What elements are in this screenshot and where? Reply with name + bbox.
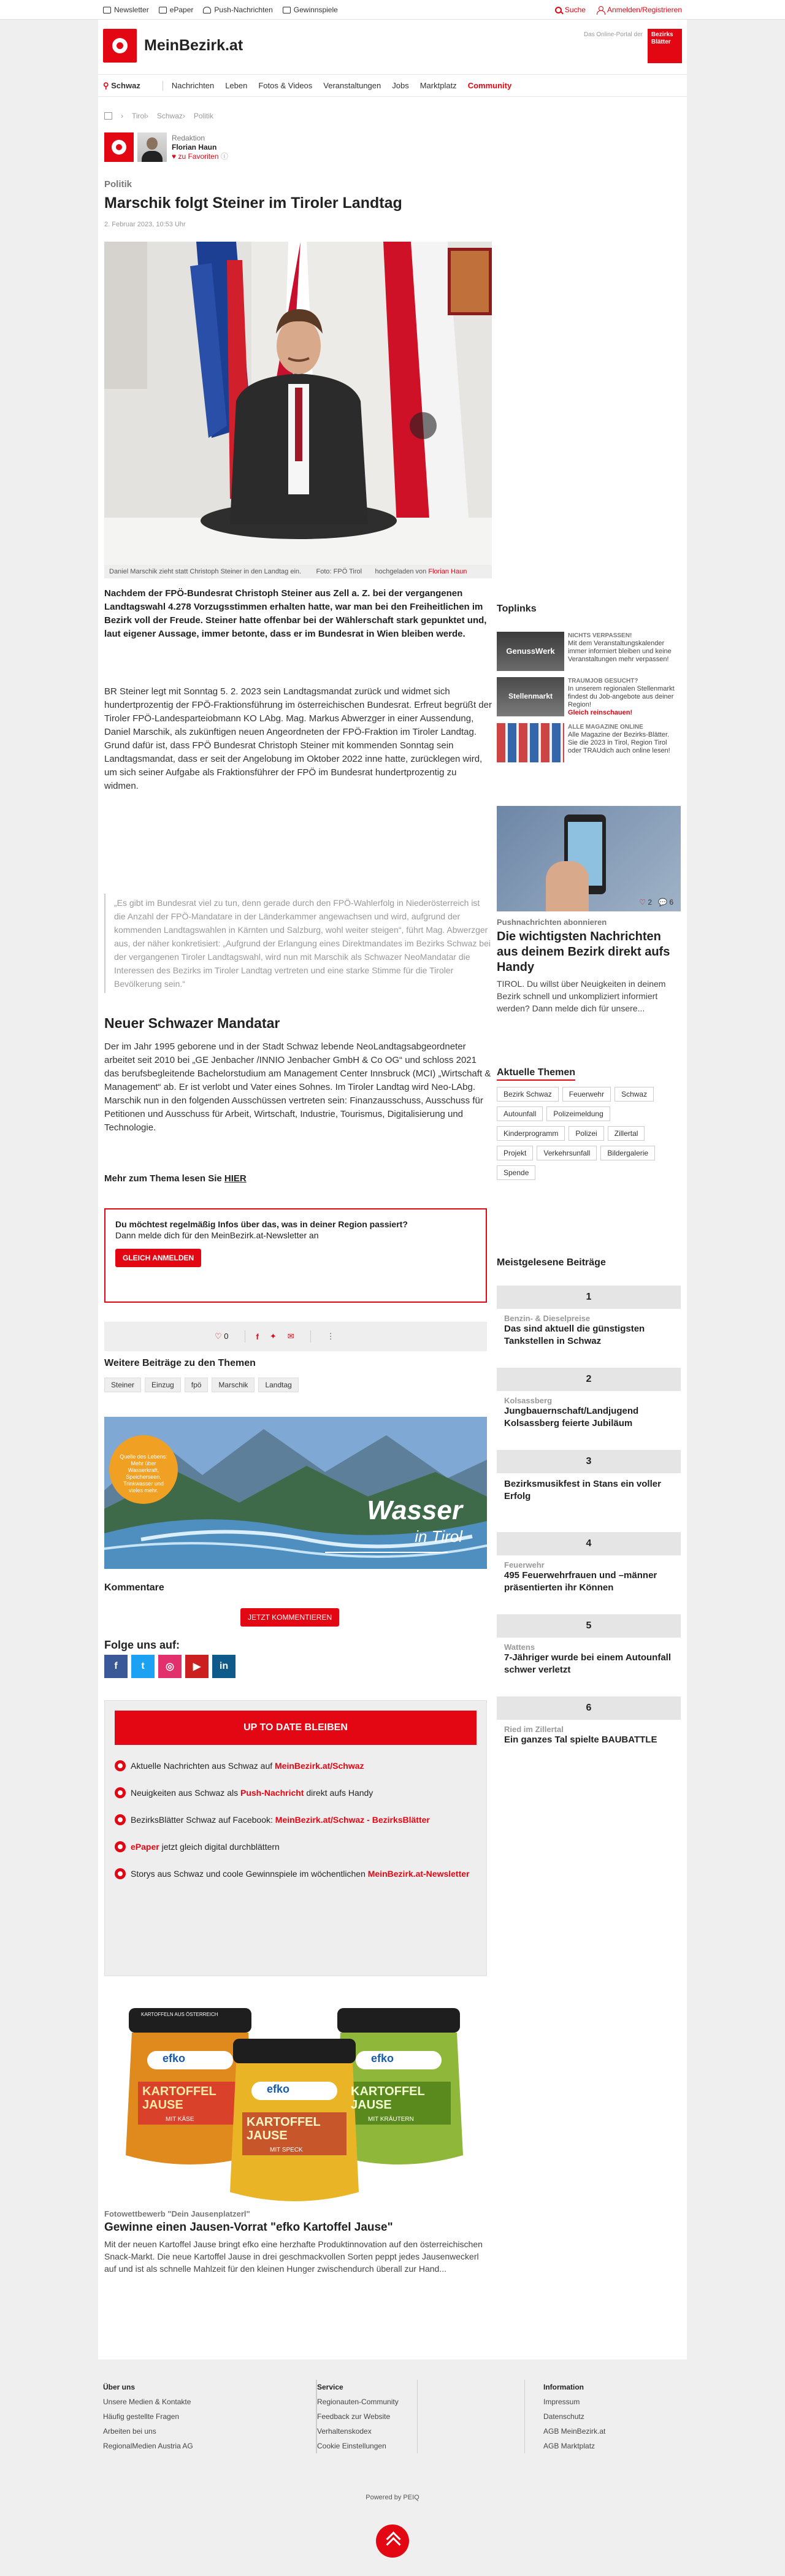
efko-logo: efko bbox=[163, 2052, 186, 2064]
tag-steiner[interactable]: Steiner bbox=[104, 1378, 141, 1392]
utd-link[interactable]: MeinBezirk.at/Schwaz - BezirksBlätter bbox=[275, 1815, 430, 1825]
youtube-icon[interactable]: ▶ bbox=[185, 1655, 209, 1678]
newsletter-signup-button[interactable]: GLEICH ANMELDEN bbox=[115, 1249, 201, 1267]
push-teaser[interactable]: ♡ 2 💬 6 Pushnachrichten abonnieren Die wichtigsten Nachrichten aus deinem Bezirk direkt aufs Handy TIROL. Du willst über Neuigkeiten in deinem Bezirk schnell und unkompliziert informiert werden? Dann melde dich für unsere... bbox=[497, 806, 681, 1014]
footer-link[interactable]: Unsere Medien & Kontakte bbox=[103, 2398, 191, 2406]
epaper-icon bbox=[159, 7, 167, 13]
home-icon[interactable] bbox=[104, 112, 112, 120]
article-subheading: Neuer Schwazer Mandatar bbox=[104, 1015, 280, 1031]
topic-spende[interactable]: Spende bbox=[497, 1165, 535, 1180]
footer-col-about: Über uns Unsere Medien & Kontakte Häufig gestellte Fragen Arbeiten bei uns RegionalMedien Austria AG bbox=[103, 2380, 193, 2453]
flower-icon bbox=[115, 1868, 126, 1879]
list-item[interactable]: Wattens 7-Jähriger wurde bei einem Autounfall schwer verletzt bbox=[497, 1638, 681, 1696]
avatar[interactable] bbox=[137, 132, 167, 162]
push-teaser-image bbox=[497, 806, 681, 911]
twitter-icon[interactable]: t bbox=[131, 1655, 155, 1678]
promo-magazine[interactable]: ALLE MAGAZINE ONLINE Alle Magazine der Bezirks-Blätter. Sie die 2023 in Tirol, Region Tirol oder TRAUdich auch online lesen! bbox=[497, 723, 681, 762]
epaper-link[interactable]: ePaper bbox=[159, 6, 194, 14]
breadcrumb: › Tirol › Schwaz › Politik bbox=[104, 112, 213, 120]
flower-icon bbox=[115, 1787, 126, 1798]
user-icon bbox=[597, 6, 604, 13]
scroll-to-top-button[interactable] bbox=[376, 2524, 409, 2558]
up-to-date-box bbox=[104, 1700, 487, 1976]
bezirksblaetter-brand: Das Online-Portal der Bezirks Blätter bbox=[584, 29, 682, 63]
regional-logo bbox=[104, 132, 134, 162]
topic-polizeimeldung[interactable]: Polizeimeldung bbox=[546, 1106, 610, 1121]
info-icon: ⓘ bbox=[220, 152, 228, 161]
footer-link[interactable]: Datenschutz bbox=[543, 2412, 584, 2421]
gewinnspiele-link[interactable]: Gewinnspiele bbox=[283, 6, 338, 14]
utd-link[interactable]: ePaper bbox=[131, 1842, 159, 1852]
footer-link[interactable]: Arbeiten bei uns bbox=[103, 2427, 156, 2436]
email-share-icon[interactable]: ✉ bbox=[287, 1332, 294, 1341]
sponsored-image[interactable]: KARTOFFELN AUS ÖSTERREICH efko KARTOFFEL JAUSE MIT KÄSE efko KARTOFFEL JAUSE MIT SPECK efko KARTOFFEL JAUSE MIT KRÄUTERN bbox=[104, 1996, 487, 2204]
facebook-icon[interactable]: f bbox=[104, 1655, 128, 1678]
list-item[interactable]: Ried im Zillertal Ein ganzes Tal spielte BAUBATTLE bbox=[497, 1720, 681, 1779]
more-topic-line: Mehr zum Thema lesen Sie HIER bbox=[104, 1173, 247, 1184]
list-item[interactable]: Benzin- & Dieselpreise Das sind aktuell die günstigsten Tankstellen in Schwaz bbox=[497, 1309, 681, 1368]
topic-tags bbox=[104, 1378, 299, 1392]
comments-title: Kommentare bbox=[104, 1582, 164, 1593]
bezirksblaetter-logo[interactable]: Bezirks Blätter bbox=[648, 29, 682, 63]
most-read-title: Meistgelesene Beiträge bbox=[497, 1257, 606, 1268]
article-title: Marschik folgt Steiner im Tiroler Landtag bbox=[104, 194, 402, 212]
article-category[interactable]: Politik bbox=[104, 179, 132, 190]
more-topic-link[interactable]: HIER bbox=[224, 1173, 247, 1184]
tag-einzug[interactable]: Einzug bbox=[145, 1378, 181, 1392]
utd-link[interactable]: Push-Nachricht bbox=[240, 1788, 304, 1798]
site-header bbox=[98, 20, 687, 75]
breadcrumb-politik[interactable]: Politik bbox=[193, 112, 213, 120]
search-icon bbox=[555, 7, 562, 13]
instagram-icon[interactable]: ◎ bbox=[158, 1655, 182, 1678]
topic-bezirk-schwaz[interactable]: Bezirk Schwaz bbox=[497, 1087, 559, 1102]
more-options-icon[interactable]: ⋮ bbox=[326, 1332, 335, 1341]
footer-col-service: Service Regionauten-Community Feedback zur Website Verhaltenskodex Cookie Einstellungen bbox=[316, 2380, 399, 2453]
top-bar bbox=[0, 0, 785, 20]
footer-link[interactable]: AGB MeinBezirk.at bbox=[543, 2427, 606, 2436]
topic-verkehrsunfall[interactable]: Verkehrsunfall bbox=[537, 1146, 597, 1160]
article-lead: Nachdem der FPÖ-Bundesrat Christoph Steiner aus Zell a. Z. bei der vergangenen Landtagswahl 4.278 Vorzugsstimmen erhalten hatte, war man bei den Freiheitlichen im Bezirk voll der Freude. Steiner hatte offenbar bei der Wählerschaft stark gepunktet und, laut eigener Aussage, immer betonte, dass er im Bundesrat in Wien bleiben werde. bbox=[104, 588, 487, 639]
sponsored-teaser[interactable]: Fotowettbewerb "Dein Jausenplatzerl" Gewinne einen Jausen-Vorrat "efko Kartoffel Jause" Mit der neuen Kartoffel Jause bringt efko eine herzhafte Produktinnovation auf den österreichischen Snack-Markt. Die neue Kartoffel Jause in drei geschmackvollen Sorten peppt jedes Jausenweckerl auf und ist als schnelle Mahlzeit für den kleinen Hunger zwischendurch überall zur Hand... bbox=[104, 2209, 483, 2274]
breadcrumb-tirol[interactable]: Tirol bbox=[132, 112, 146, 120]
topic-bildergalerie[interactable]: Bildergalerie bbox=[600, 1146, 655, 1160]
list-item: Neuigkeiten aus Schwaz als Push-Nachricht direkt aufs Handy bbox=[115, 1787, 477, 1799]
topic-schwaz[interactable]: Schwaz bbox=[615, 1087, 654, 1102]
list-item: BezirksBlätter Schwaz auf Facebook: MeinBezirk.at/Schwaz - BezirksBlätter bbox=[115, 1814, 477, 1826]
gift-icon bbox=[283, 7, 291, 13]
ad-banner-wasser[interactable]: Quelle des Lebens: Mehr über Wasserkraft, Speicherseen, Trinkwasser und vieles mehr. Wasser in Tirol bbox=[104, 1417, 487, 1569]
list-item: ePaper jetzt gleich digital durchblättern bbox=[115, 1841, 477, 1853]
article-paragraph-1: BR Steiner legt mit Sonntag 5. 2. 2023 sein Landtagsmandat zurück und widmet sich hundertprozentig der FPÖ-Fraktionsführung im österreichischen Bundesrat. Erfreut begrüßt der Tiroler FPÖ-Landesparteiobmann KO LAbg. Mag. Markus Abwerzger in einer Aussendung, Daniel Marschik, als zukünftigen neuen Angeordneten der FPÖ-Fraktion im Tiroler Landtag. Grund dafür ist, dass FPÖ Bundesrat Christoph Steiner mit kommenden Sonntag sein Landtagsmandat, dass er seit der Angelobung im Oktober 2022 inne hatte, zurücklegen wird, um sich seiner Aufgabe als Fraktionsführer der FPÖ im Bundesrat hundertprozentig zu widmen. bbox=[104, 686, 492, 791]
nav-fotos-videos[interactable]: Fotos & Videos bbox=[258, 81, 313, 90]
up-to-date-button[interactable]: UP TO DATE BLEIBEN bbox=[115, 1711, 477, 1745]
nav-community[interactable]: Community bbox=[467, 81, 512, 90]
caption-author-link[interactable]: Florian Haun bbox=[428, 568, 467, 575]
toplinks-title: Toplinks bbox=[497, 604, 537, 614]
topic-feuerwehr[interactable]: Feuerwehr bbox=[562, 1087, 611, 1102]
utd-link[interactable]: MeinBezirk.at-Newsletter bbox=[367, 1869, 470, 1879]
site-logo[interactable] bbox=[103, 29, 243, 63]
efko-logo: efko bbox=[371, 2052, 394, 2064]
logo-mark-icon bbox=[103, 29, 137, 63]
footer-link[interactable]: Regionauten-Community bbox=[317, 2398, 399, 2406]
flower-icon bbox=[115, 1814, 126, 1825]
twitter-share-icon[interactable]: ✦ bbox=[269, 1332, 277, 1341]
add-favorite-button[interactable]: ♥ zu Favoriten ⓘ bbox=[172, 152, 228, 161]
comment-icon: 💬 bbox=[658, 898, 667, 907]
push-link[interactable]: Push-Nachrichten bbox=[203, 6, 272, 14]
list-item: Storys aus Schwaz und coole Gewinnspiele im wöchentlichen MeinBezirk.at-Newsletter bbox=[115, 1868, 477, 1880]
image-caption: Daniel Marschik zieht statt Christoph Steiner in den Landtag ein. Foto: FPÖ Tirol hochgeladen von Florian Haun bbox=[104, 565, 492, 578]
current-topics: Aktuelle Themen Bezirk Schwaz Feuerwehr SchwazAutounfall PolizeimeldungKinderprogramm Polizei ZillertalProjekt Verkehrsunfall BildergalerieSpende bbox=[497, 1067, 681, 1185]
facebook-share-icon[interactable]: f bbox=[256, 1332, 259, 1341]
article-quote: „Es gibt im Bundesrat viel zu tun, denn gerade durch den FPÖ-Wahlerfolg in Niederösterreich ist die Anzahl der FPÖ-Mandatare in der Länderkammer angewachsen und wird, aufgrund der kommenden Landtagswahlen in Kärnten und Salzburg, wohl weiter steigen“, führt Mag. Abwerzger aus, der näher konkretisiert: „Aufgrund der Erlangung eines Direktmandates im Bezirks Schwaz bei der vergangenen Tiroler Landtagswahl, wird nun mit Marschik als Schwazer NeoMandatar die Interessen des Bezirks im Tiroler Landtag vertreten und eine starke Stimme für die Tiroler Bevölkerung sein.“ bbox=[104, 894, 492, 993]
search-link[interactable]: Suche bbox=[555, 6, 586, 14]
comment-button[interactable]: JETZT KOMMENTIEREN bbox=[240, 1608, 339, 1627]
footer-link[interactable]: Cookie Einstellungen bbox=[317, 2442, 386, 2450]
tag-marschik[interactable]: Marschik bbox=[212, 1378, 255, 1392]
nav-leben[interactable]: Leben bbox=[225, 81, 248, 90]
breadcrumb-schwaz[interactable]: Schwaz bbox=[156, 112, 183, 120]
nav-nachrichten[interactable]: Nachrichten bbox=[171, 81, 215, 90]
topic-kinderprogramm[interactable]: Kinderprogramm bbox=[497, 1126, 565, 1141]
page-container bbox=[98, 20, 687, 2359]
footer-link[interactable]: Feedback zur Website bbox=[317, 2412, 391, 2421]
list-item[interactable]: Kolsassberg Jungbauernschaft/Landjugend Kolsassberg feierte Jubiläum bbox=[497, 1391, 681, 1450]
topic-polizei[interactable]: Polizei bbox=[569, 1126, 603, 1141]
mail-icon bbox=[103, 7, 111, 13]
utd-link[interactable]: MeinBezirk.at/Schwaz bbox=[275, 1761, 364, 1771]
footer-link[interactable]: AGB Marktplatz bbox=[543, 2442, 595, 2450]
most-read-list: 1 Benzin- & Dieselpreise Das sind aktuell die günstigsten Tankstellen in Schwaz 2 Kolsassberg Jungbauernschaft/Landjugend Kolsassberg feierte Jubiläum 3 Bezirksmusikfest in Stans ein voller Erfolg 4 Feuerwehr 495 Feuerwehrfrauen und –männer präsentierten ihr Können 5 Wattens 7-Jähriger wurde bei einem Autounfall schwer verletzt 6 Ried im Zillertal Ein ganzes Tal spielte BAUBATTLE bbox=[497, 1286, 681, 1779]
powered-by[interactable]: Powered by PEIQ bbox=[366, 2494, 419, 2501]
newsletter-link[interactable]: Newsletter bbox=[103, 6, 149, 14]
topic-projekt[interactable]: Projekt bbox=[497, 1146, 533, 1160]
topic-autounfall[interactable]: Autounfall bbox=[497, 1106, 543, 1121]
newsletter-box: Du möchtest regelmäßig Infos über das, was in deiner Region passiert? Dann melde dich für den MeinBezirk.at-Newsletter an GLEICH ANMELDEN bbox=[104, 1208, 487, 1303]
nav-jobs[interactable]: Jobs bbox=[392, 81, 409, 90]
footer-col-information: Information Impressum Datenschutz AGB MeinBezirk.at AGB Marktplatz bbox=[543, 2380, 605, 2453]
footer-link[interactable]: Impressum bbox=[543, 2398, 580, 2406]
list-item: Aktuelle Nachrichten aus Schwaz auf MeinBezirk.at/Schwaz bbox=[115, 1760, 477, 1772]
efko-logo: efko bbox=[267, 2083, 290, 2095]
tag-landtag[interactable]: Landtag bbox=[258, 1378, 298, 1392]
tag-fpoe[interactable]: fpö bbox=[185, 1378, 209, 1392]
ad-bubble: Quelle des Lebens: Mehr über Wasserkraft, Speicherseen, Trinkwasser und vieles mehr. bbox=[109, 1435, 178, 1504]
flower-icon bbox=[115, 1760, 126, 1771]
topic-zillertal[interactable]: Zillertal bbox=[608, 1126, 645, 1141]
nav-marktplatz[interactable]: Marktplatz bbox=[419, 81, 457, 90]
login-link[interactable]: Anmelden/Registrieren bbox=[597, 6, 682, 14]
article-date: 2. Februar 2023, 10:53 Uhr bbox=[104, 221, 186, 228]
like-icon: ♡ bbox=[639, 898, 646, 907]
logo-text: MeinBezirk.at bbox=[144, 37, 243, 54]
nav-location[interactable]: ⚲ Schwaz bbox=[103, 80, 140, 90]
article-hero-image[interactable] bbox=[104, 242, 492, 565]
social-icons bbox=[104, 1655, 236, 1678]
nav-veranstaltungen[interactable]: Veranstaltungen bbox=[323, 81, 381, 90]
author-box: Redaktion Florian Haun ♥ zu Favoriten ⓘ bbox=[104, 132, 228, 162]
footer-link[interactable]: RegionalMedien Austria AG bbox=[103, 2442, 193, 2450]
article-paragraph-2: Der im Jahr 1995 geborene und in der Stadt Schwaz lebende NeoLandtagsabgeordneter arbeitet seit 2010 bei „GE Jenbacher /INNIO Jenbacher GmbH & Co OG“ und schloss 2021 das berufsbegleitende Bachelorstudium am Management Center Innsbruck (MCI) „Wirtschaft & Management“ ab. Er ist verlobt und Vater eines Sohnes. Im Tiroler Landtag wird Neo-LAbg. Marschik nun in den folgenden Ausschüssen vertreten sein: Finanzausschuss, Ausschuss für Petitionen und Ausschuss für Arbeit, Wirtschaft, Industrie, Tourismus, Digitalisierung und Technologie. bbox=[104, 1041, 491, 1133]
promo-veranstaltungen[interactable]: GenussWerk NICHTS VERPASSEN! Mit dem Veranstaltungskalender immer informiert bleiben und keine Veranstaltungen mehr verpassen! bbox=[497, 632, 681, 671]
like-button[interactable]: ♡ 0 bbox=[215, 1332, 229, 1341]
more-topics-title: Weitere Beiträge zu den Themen bbox=[104, 1358, 256, 1368]
footer-link[interactable]: Verhaltenskodex bbox=[317, 2427, 372, 2436]
list-item[interactable]: Bezirksmusikfest in Stans ein voller Erfolg bbox=[497, 1473, 681, 1532]
sidebar-promos bbox=[497, 632, 681, 769]
linkedin-icon[interactable]: in bbox=[212, 1655, 236, 1678]
flower-icon bbox=[115, 1841, 126, 1852]
footer-link[interactable]: Häufig gestellte Fragen bbox=[103, 2412, 180, 2421]
follow-title: Folge uns auf: bbox=[104, 1639, 180, 1651]
list-item[interactable]: Feuerwehr 495 Feuerwehrfrauen und –männer präsentierten ihr Können bbox=[497, 1555, 681, 1614]
main-nav bbox=[98, 75, 687, 97]
share-bar bbox=[104, 1322, 487, 1351]
bell-icon bbox=[203, 7, 211, 13]
author-name[interactable]: Florian Haun bbox=[172, 143, 217, 151]
promo-stellenmarkt[interactable]: Stellenmarkt TRAUMJOB GESUCHT? In unserem regionalen Stellenmarkt findest du Job-angebote aus deiner Region! Gleich reinschauen! bbox=[497, 677, 681, 717]
